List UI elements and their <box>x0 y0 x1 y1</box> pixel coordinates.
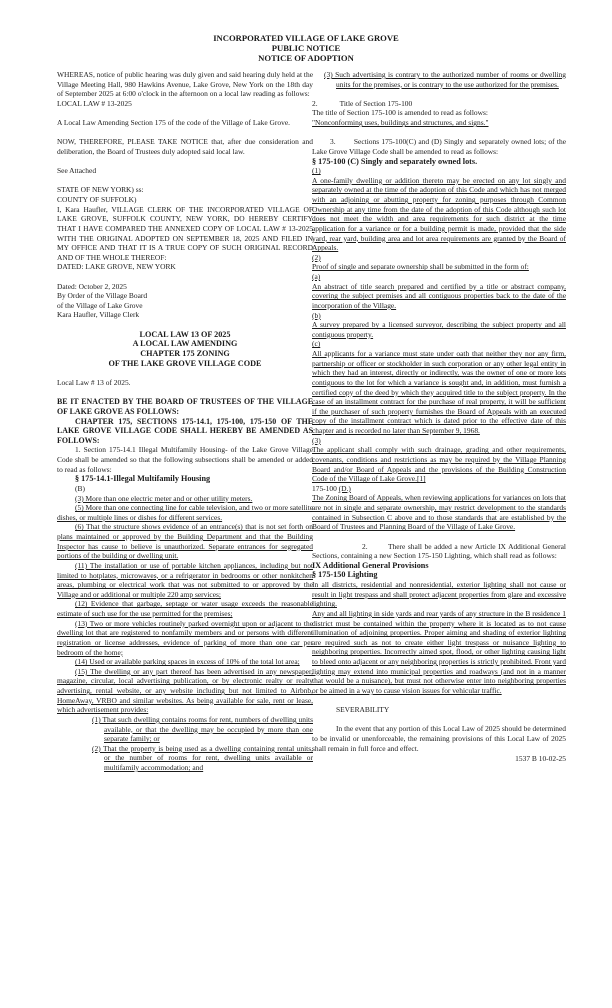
lighting-title: § 175-150 Lighting <box>312 570 378 580</box>
c1-label: (1) <box>312 166 321 176</box>
c2-label: (2) <box>312 252 321 262</box>
dated-line: Dated: October 2, 2025 <box>57 281 127 291</box>
local-law-number: LOCAL LAW # 13-2025 <box>57 98 132 108</box>
by-order-line: By Order of the Village Board <box>57 291 148 301</box>
enacted-heading: BE IT ENACTED BY THE BOARD OF TRUSTEES OF THE VILLAGE OF LAKE GROVE AS FOLLOWS: <box>57 397 313 416</box>
item-12: (12) Evidence that garbage, septage or water usage exceeds the reasonable estimate of such use for the use permitted for the premises; <box>57 599 313 619</box>
lighting-paragraph-1: In all districts, residential and nonresidential, exterior lighting shall not cause or result in light trespass and shall protect adjacent properties from glare and excessive lighting. <box>312 580 566 609</box>
law-title-block <box>57 330 313 369</box>
section-2-quote: "Nonconforming uses, buildings and structures, and signs." <box>312 118 489 128</box>
left-column <box>57 70 313 773</box>
of-village-line: of the Village of Lake Grove <box>57 300 143 310</box>
d-prefix: 175-100 <box>312 483 339 493</box>
see-attached: See Attached <box>57 166 97 176</box>
c3-label: (3) <box>312 435 321 445</box>
publication-code: 1537 B 10-02-25 <box>515 754 566 764</box>
section-1-paragraph: 1. Section 175-14.1 Illegal Multifamily Housing- of the Lake Grove Village Code shall be amended so that the following subsections shall be amended or added to read as follows: <box>57 445 313 474</box>
section-2-title <box>312 99 566 109</box>
severability-paragraph: In the event that any portion of this Local Law of 2025 should be determined to be invalid or unenforceable, the remaining provisions of this Local Law of 2025 shall remain in full force and effect. <box>312 724 566 753</box>
section-2-text: The title of Section 175-100 is amended to read as follows: <box>312 108 488 118</box>
law-title-line: OF THE LAKE GROVE VILLAGE CODE <box>108 358 262 368</box>
section-3-paragraph: 3. Sections 175-100(C) and (D) Singly and separately owned lots; of the Lake Grove Village Code shall be amended to read as follows: <box>312 137 568 156</box>
section-title-175-14-1: § 175-14.1-Illegal Multifamily Housing <box>75 474 211 484</box>
item-15: (15) The dwelling or any part thereof has been advertised in any newspaper, magazine, circular, local advertising publication, or by electronic realty or realty advertising, rental website, or any website including but not limited to Airbnb, HomeAway, VRBO and similar websites. As being available for sale, rent or lease, which advertisement provides: <box>57 666 313 715</box>
now-therefore-paragraph: NOW, THEREFORE, PLEASE TAKE NOTICE that, after due consideration and deliberation, the Board of Trustees duly adopted said local law. <box>57 137 313 156</box>
d-label: (D.) <box>338 483 351 493</box>
law-title-line: CHAPTER 175 ZONING <box>140 349 230 359</box>
cc-text: All applicants for a variance must state under oath that neither they nor any firm, partnership or officer or stockholder in such corporation or any other legal entity in which they had an interest, directly or indirectly, was the owner of one or more lots contiguous to the lot for which a variance is sought and, in addition, must furnish a certified copy of the deed by which they acquired title to the subject property. In the case of an installment contract for the purchase of real property, it will be sufficient if the purchaser of such property furnishes the Board of Appeals with an executed copy of the installment contract which is dated prior to the effective date of this chapter and is recorded no later than September 9, 1968. <box>312 349 566 436</box>
dated-place: DATED: LAKE GROVE, NEW YORK <box>57 262 176 272</box>
cb-text: A survey prepared by a licensed surveyor, describing the subject property and all contiguous property. <box>312 320 566 339</box>
sub-item-3: (3) Such advertising is contrary to the authorized number of rooms or dwelling units for the premises, or is contrary to the use authorized for the premises. <box>324 70 566 89</box>
c1-text: A one-family dwelling or addition thereto may be erected on any lot singly and separately owned at the time of the adoption of this Code and which has not merged with an adjoining or abutting property for zoning purposes through Common Ownership at any time from the date of the adoption of this Code although such lot does not meet the width and area requirements for such district at the time application for a variance or for a building permit is made, provided that the side yard, rear yard, building area and lot area requirements are granted by the Board of Appeals. <box>312 175 566 253</box>
article-ix-title: IX Additional General Provisions <box>312 560 429 570</box>
sub-item-2: (2) That the property is being used as a dwelling containing rental units, or the number of rooms for rent, dwelling units available or multifamily accommodation; and <box>92 743 313 773</box>
law-title-line: LOCAL LAW 13 OF 2025 <box>139 329 231 339</box>
cb-label: (b) <box>312 310 321 320</box>
item-5: (5) More than one connecting line for cable television, and two or more satellite dishes, or multiple lines or dishes for different services. <box>57 503 313 522</box>
local-law-of: Local Law # 13 of 2025. <box>57 378 131 388</box>
county-line: COUNTY OF SUFFOLK) <box>57 195 137 204</box>
item-14: (14) Used or available parking spaces in excess of 10% of the total lot area; <box>75 657 300 667</box>
sub-item-1: (1) That such dwelling contains rooms for rent, numbers of dwelling units available, or that the dwelling may be occupied by more than one separate family; or <box>92 714 313 744</box>
ca-text: An abstract of title search prepared and certified by a title or abstract company, covering the subject premises and all contiguous properties back to the date of the incorporation of the Village. <box>312 281 566 310</box>
amending-paragraph: A Local Law Amending Section 175 of the code of the Village of Lake Grove. <box>57 118 291 128</box>
d-heading <box>312 484 566 494</box>
c3-text: The applicant shall comply with such drainage, grading and other requirements, covenants, conditions and restrictions as may be required by the Village Planning Board and/or Board of Appeals and the provisions of the Building Construction Code of the Village of Lake Grove.[1] <box>312 445 566 484</box>
item-3: (3) More than one electric meter and or other utility meters. <box>75 493 253 503</box>
subsection-b-label: (B) <box>75 483 85 493</box>
section-2-title-text: Title of Section 175-100 <box>339 98 413 108</box>
right-column <box>312 70 566 764</box>
lighting-paragraph-2: Any and all lighting in side yards and rear yards of any structure in the B residence 1 district must be contained within the property where it is located as to not cause illumination of adjoining properties. Proper aiming and shading of exterior lighting are required such as not to create either light trespass or nuisance lighting to neighboring properties. Incorrectly aimed spot, flood, or other lighting causing light to bleed onto adjacent or any neighboring properties is strictly prohibited. Front yard lighting may extend into municipal properties and roadways (and not in a manner that would be a nuisance), but must not otherwise enter into neighboring properties or be aimed in a way to cause vision issues for vehicular traffic. <box>312 608 566 695</box>
section-title-175-100-c: § 175-100 (C) Singly and separately owned lots. <box>312 156 478 166</box>
item-6: (6) That the structure shows evidence of an entrance(s) that is not set forth on plans maintained or approved by the Building Department and that the Building Inspector has cause to believe is unauthorized. Separate entrances for segregated portions of the building or dwelling unit. <box>57 522 313 561</box>
c2-text: Proof of single and separate ownership shall be submitted in the form of: <box>312 262 529 272</box>
header-notice-of-adoption: NOTICE OF ADOPTION <box>258 52 354 63</box>
section-article-ix-paragraph: 2. There shall be added a new Article IX Additional General Sections, containing a new Section 175-150 Lighting, which shall read as follows: <box>312 541 568 561</box>
certification-paragraph: I, Kara Haufler, VILLAGE CLERK OF THE INCORPORATED VILLAGE OF LAKE GROVE, SUFFOLK COUNTY, NEW YORK, DO HEREBY CERTIFY THAT I HAVE COMPARED THE ANNEXED COPY OF LOCAL LAW # 13-2025 WITH THE ORIGINAL ADOPTED ON SEPTEMBER 18, 2025 AND FILED IN MY OFFICE AND THAT IT IS A TRUE COPY OF SUCH ORIGINAL RECORD AND OF THE WHOLE THEREOF: <box>57 204 313 262</box>
item-11: (11) The installation or use of portable kitchen appliances, including but not limited to hotplates, microwaves, or a refrigerator in bedrooms or other nonkitchen areas, plumbing or electrical work that was not submitted to or approved by the Village and or additional or multiple 220 amp services; <box>57 560 313 599</box>
cc-label: (c) <box>312 339 321 349</box>
item-13: (13) Two or more vehicles routinely parked overnight upon or adjacent to the dwelling lot that are registered to nonfamily members and or persons with different registration or license addresses, evidence of parking of more than one car per bedroom of the home; <box>57 618 313 657</box>
state-line: STATE OF NEW YORK) ss: <box>57 185 144 195</box>
clerk-line: Kara Haufler, Village Clerk <box>57 310 140 320</box>
chapter-heading: CHAPTER 175, SECTIONS 175-14.1, 175-100, 175-150 OF THE LAKE GROVE VILLAGE CODE SHALL HEREBY BE AMENDED AS FOLLOWS: <box>57 416 313 445</box>
whereas-paragraph: WHEREAS, notice of public hearing was duly given and said hearing duly held at the Village Meeting Hall, 980 Hawkins Avenue, Lake Grove, New York on the 18th day of September 2025 at 6:00 o'clock in the afternoon on a local law reading as follows: <box>57 70 313 99</box>
notice-header <box>0 34 612 63</box>
law-title-line: A LOCAL LAW AMENDING <box>132 339 238 349</box>
severability-heading: SEVERABILITY <box>336 705 390 715</box>
section-2-number: 2. <box>312 98 318 108</box>
header-public-notice: PUBLIC NOTICE <box>271 42 341 53</box>
ca-label: (a) <box>312 272 321 282</box>
header-village: INCORPORATED VILLAGE OF LAKE GROVE <box>213 33 399 43</box>
d-text: The Zoning Board of Appeals, when reviewing applications for variances on lots that are not in single and separate ownership, may restrict development to the standards contained in Subsection C above and to those standards that are established by the Board of Trustees and Planning Board of the Village of Lake Grove. <box>312 493 566 532</box>
